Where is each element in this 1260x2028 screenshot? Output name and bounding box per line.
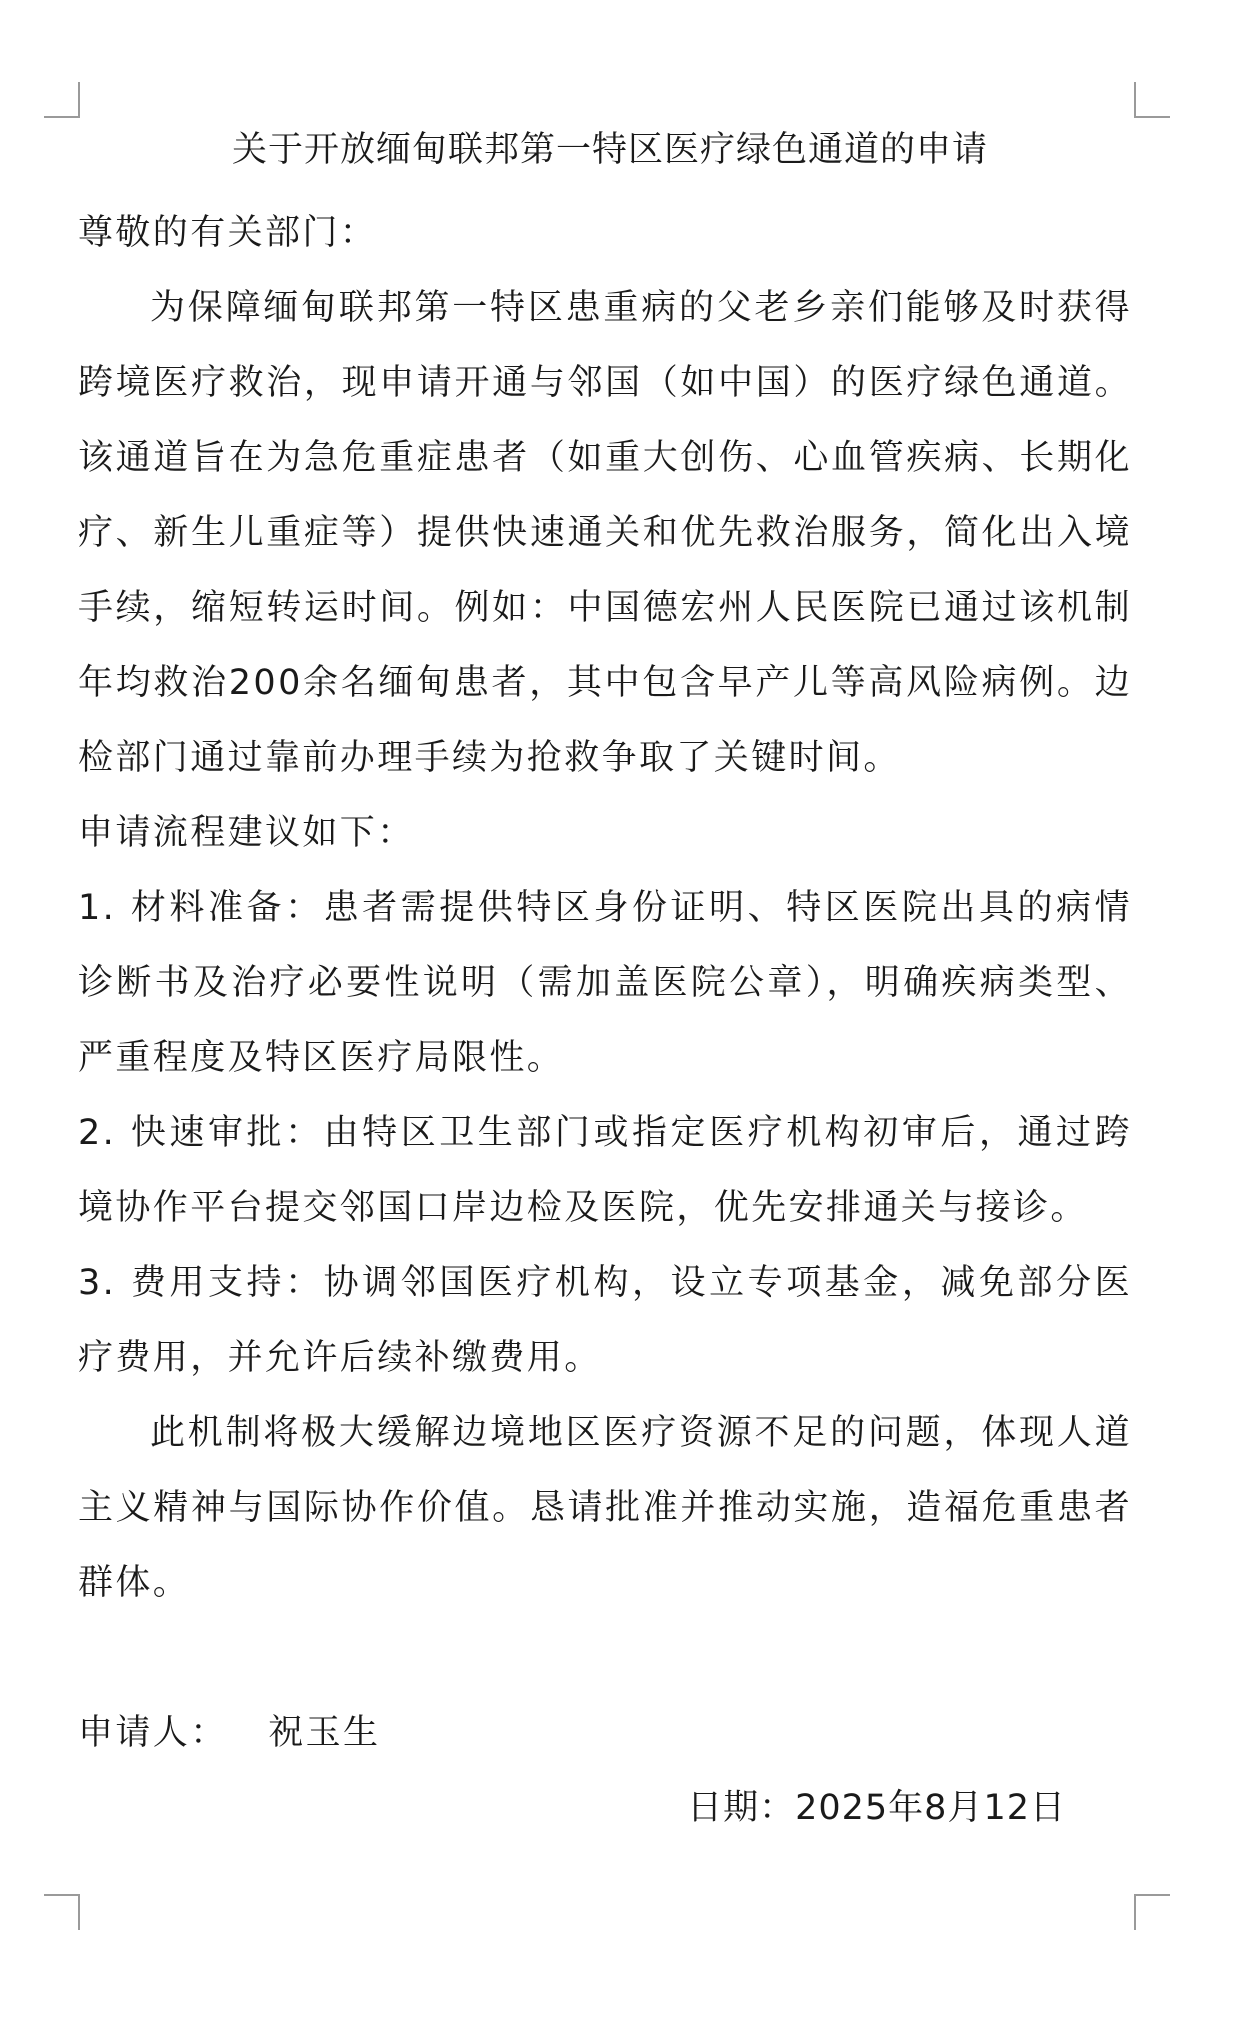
process-heading: 申请流程建议如下： xyxy=(78,813,415,853)
document-title: 关于开放缅甸联邦第一特区医疗绿色通道的申请 xyxy=(231,130,988,170)
step-approval: 2. 快速审批：由特区卫生部门或指定医疗机构初审后，通过跨境协作平台提交邻国口岸边检及医院，优先安排通关与接诊。 xyxy=(78,1113,1132,1228)
document-body xyxy=(78,196,1132,1846)
applicant-line xyxy=(78,1696,1132,1771)
applicant-label: 申请人： xyxy=(78,1713,228,1753)
date-label: 日期： xyxy=(687,1788,796,1828)
spacer xyxy=(78,1621,1132,1696)
step-materials: 1. 材料准备：患者需提供特区身份证明、特区医院出具的病情诊断书及治疗必要性说明（需加盖医院公章），明确疾病类型、严重程度及特区医疗局限性。 xyxy=(78,888,1132,1078)
date-line xyxy=(78,1771,1132,1846)
crop-mark-bottom-right xyxy=(1134,1894,1170,1930)
crop-mark-bottom-left xyxy=(44,1894,80,1930)
date-value: 2025年8月12日 xyxy=(795,1788,1066,1828)
crop-mark-top-right xyxy=(1134,82,1170,118)
step-funding: 3. 费用支持：协调邻国医疗机构，设立专项基金，减免部分医疗费用，并允许后续补缴费用。 xyxy=(78,1263,1132,1378)
applicant-name: 祝玉生 xyxy=(268,1713,381,1753)
paragraph-closing: 此机制将极大缓解边境地区医疗资源不足的问题，体现人道主义精神与国际协作价值。恳请批准并推动实施，造福危重患者群体。 xyxy=(78,1413,1132,1603)
salutation: 尊敬的有关部门： xyxy=(78,213,378,253)
crop-mark-top-left xyxy=(44,82,80,118)
paragraph-intro: 为保障缅甸联邦第一特区患重病的父老乡亲们能够及时获得跨境医疗救治，现申请开通与邻国（如中国）的医疗绿色通道。该通道旨在为急危重症患者（如重大创伤、心血管疾病、长期化疗、新生儿重症等）提供快速通关和优先救治服务，简化出入境手续，缩短转运时间。例如：中国德宏州人民医院已通过该机制年均救治200余名缅甸患者，其中包含早产儿等高风险病例。边检部门通过靠前办理手续为抢救争取了关键时间。 xyxy=(78,288,1132,778)
